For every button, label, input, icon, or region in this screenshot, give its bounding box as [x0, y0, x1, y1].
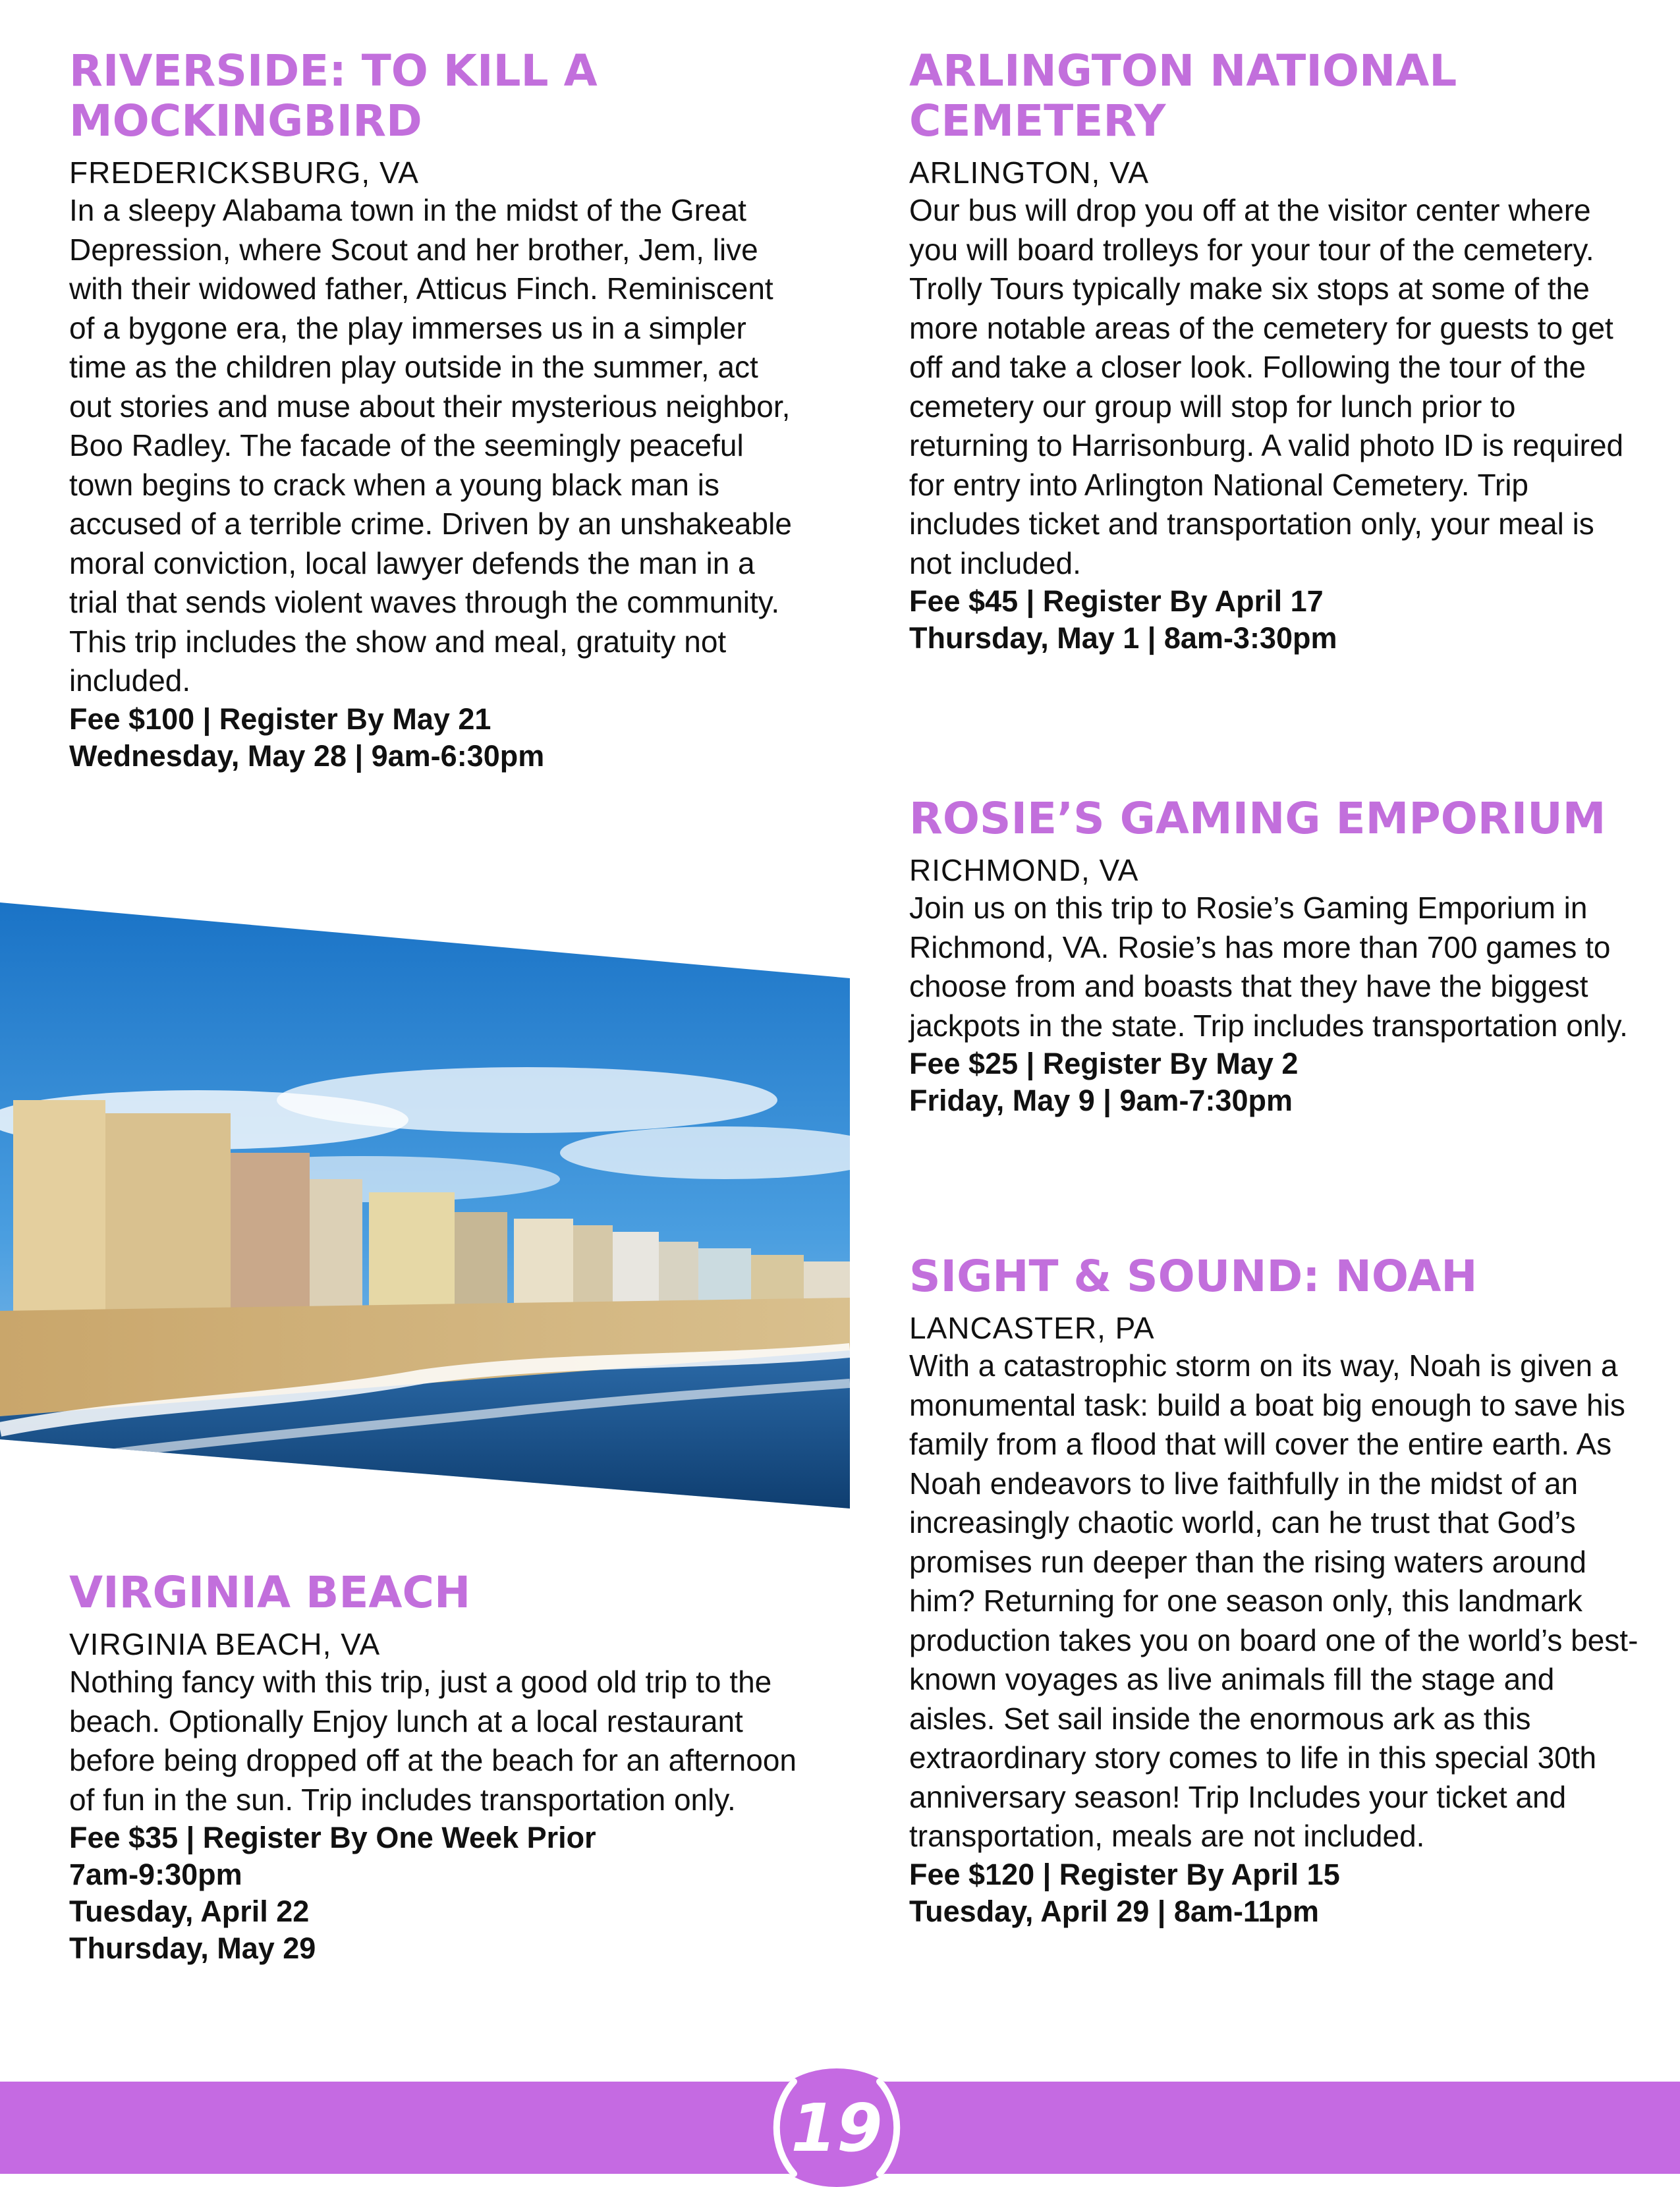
trip-date: Wednesday, May 28 | 9am-6:30pm	[69, 738, 545, 773]
trip-title: ROSIE’S GAMING EMPORIUM	[909, 793, 1606, 844]
trip-riverside	[69, 46, 800, 775]
trip-date: Thursday, May 1 | 8am-3:30pm	[909, 621, 1337, 655]
trip-fee: Fee $100 | Register By May 21	[69, 702, 491, 736]
trip-noah	[909, 1252, 1640, 1930]
trip-fee: Fee $120 | Register By April 15	[909, 1857, 1340, 1891]
trip-title: RIVERSIDE: TO KILL A MOCKINGBIRD	[69, 45, 598, 146]
trip-location: LANCASTER, PA	[909, 1311, 1155, 1345]
trip-location: FREDERICKSBURG, VA	[69, 155, 419, 190]
trip-location: RICHMOND, VA	[909, 853, 1139, 887]
trip-date: Tuesday, April 29 | 8am-11pm	[909, 1894, 1320, 1928]
trip-time: 7am-9:30pm	[69, 1858, 242, 1891]
page-number: 19	[791, 2089, 883, 2167]
trip-description: In a sleepy Alabama town in the midst of the Great Depression, where Scout and her brother, Jem, live with their widowed father, Atticus Finch. Reminiscent of a bygone era, the play immerses us in a simpler time as the children play outside in the summer, act out stories and muse about their mysterious neighbor, Boo Radley. The facade of the seemingly peaceful town begins to crack when a young black man is accused of a terrible crime. Driven by an unshakeable moral conviction, local lawyer defends the man in a trial that sends violent waves through the community. This trip includes the show and meal, gratuity not included.	[69, 193, 792, 698]
trip-description: With a catastrophic storm on its way, Noah is given a monumental task: build a boat big enough to save his family from a flood that will cover the entire earth. As Noah endeavors to live faithfully in the midst of an increasingly chaotic world, can he trust that God’s promises run deeper than the rising waters around him? Returning for one season only, this landmark production takes you on board one of the world’s best-known voyages as live animals fill the stage and aisles. Set sail inside the enormous ark as this extraordinary story comes to life in this special 30th anniversary season! Trip Includes your ticket and transportation, meals are not included.	[909, 1348, 1638, 1853]
trip-date: Friday, May 9 | 9am-7:30pm	[909, 1084, 1293, 1117]
trip-fee: Fee $35 | Register By One Week Prior	[69, 1821, 596, 1854]
trip-title: ARLINGTON NATIONAL CEMETERY	[909, 45, 1457, 146]
trip-title: VIRGINIA BEACH	[69, 1567, 471, 1618]
trip-fee: Fee $25 | Register By May 2	[909, 1047, 1299, 1080]
trip-title: SIGHT & SOUND: NOAH	[909, 1251, 1478, 1302]
trip-description: Nothing fancy with this trip, just a good old trip to the beach. Optionally Enjoy lunch at a local restaurant before being dropped off at the beach for an afternoon of fun in the sun. Trip includes transportation only.	[69, 1665, 797, 1817]
trip-description: Our bus will drop you off at the visitor center where you will board trolleys for your tour of the cemetery. Trolly Tours typically make six stops at some of the more notable areas of the cemetery for guests to get off and take a closer look. Following the tour of the cemetery our group will stop for lunch prior to returning to Harrisonburg. A valid photo ID is required for entry into Arlington National Cemetery. Trip includes ticket and transportation only, your meal is not included.	[909, 193, 1624, 580]
trip-description: Join us on this trip to Rosie’s Gaming Emporium in Richmond, VA. Rosie’s has more than 700 games to choose from and boasts that they have the biggest jackpots in the state. Trip includes transportation only.	[909, 891, 1628, 1043]
trip-location: VIRGINIA BEACH, VA	[69, 1627, 381, 1661]
trip-date: Tuesday, April 22	[69, 1895, 310, 1928]
trip-fee: Fee $45 | Register By April 17	[909, 584, 1324, 618]
trip-location: ARLINGTON, VA	[909, 155, 1150, 190]
trip-date: Thursday, May 29	[69, 1931, 316, 1965]
trip-virginia-beach	[69, 1568, 800, 1967]
virginia-beach-photo	[0, 902, 850, 1509]
trip-rosies	[909, 794, 1640, 1119]
trip-arlington	[909, 46, 1640, 657]
